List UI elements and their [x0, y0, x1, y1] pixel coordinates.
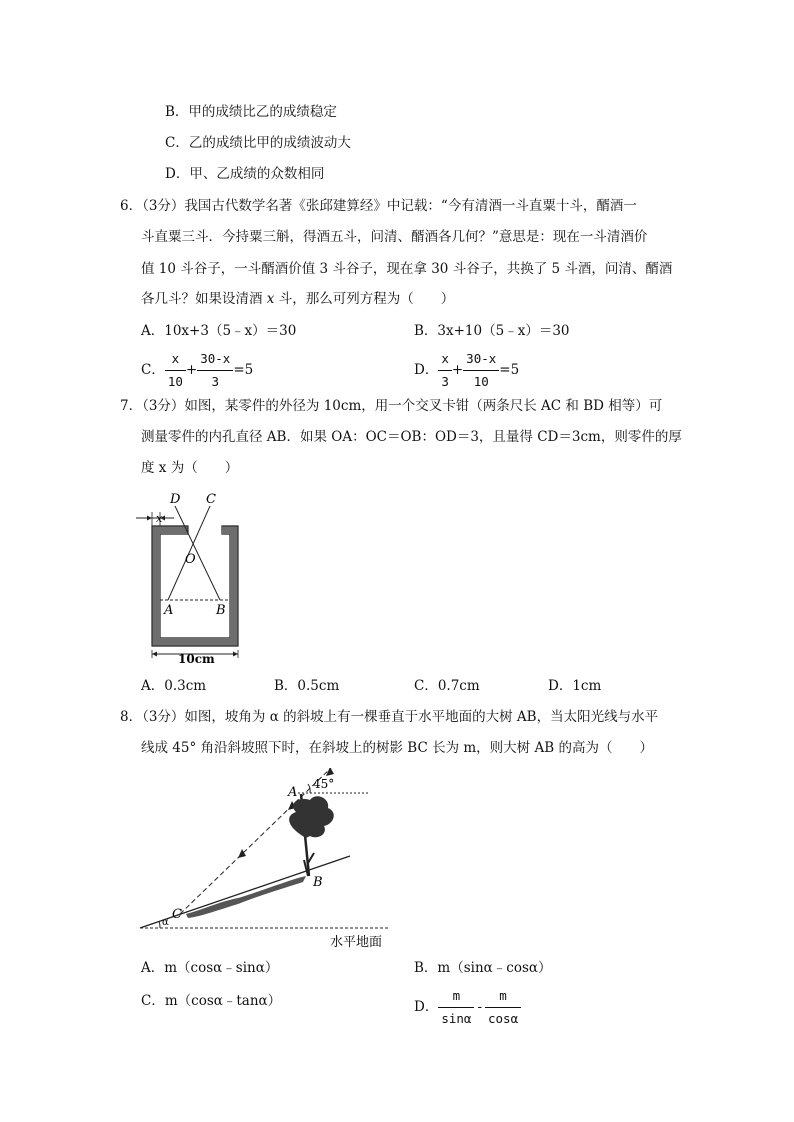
q6-text-line3: 值 10 斗谷子，一斗醑酒价值 3 斗谷子，现在拿 30 斗谷子，共换了 5 斗酒，问清、醑酒: [141, 261, 673, 277]
label-d: D: [170, 492, 181, 507]
plus-sign: +: [451, 362, 464, 378]
q6-option-c: [141, 349, 253, 392]
label-45: 45°: [313, 777, 335, 791]
label-x: x: [156, 512, 163, 525]
tree-canopy: [289, 796, 334, 838]
label-alpha: α: [162, 917, 169, 928]
q5-option-b: B．甲的成绩比乙的成绩稳定: [165, 104, 337, 120]
q7-option-c: C．0.7cm: [414, 678, 480, 694]
frac-denominator: 10: [473, 374, 489, 389]
label-b: B: [216, 603, 226, 618]
frac-denominator: sinα: [441, 1011, 472, 1026]
ray-arrowhead-1: [238, 849, 246, 858]
q6-option-d-frac1: [438, 349, 452, 392]
label-a: A: [164, 603, 174, 618]
q6-option-a: A．10x+3（5﹣x）＝30: [141, 323, 297, 339]
label-c: C: [172, 907, 182, 922]
equals-five: =5: [233, 362, 254, 378]
frac-denominator: cosα: [488, 1011, 519, 1026]
q7-caliper-figure: [130, 488, 260, 668]
q6-text-line1: 6．（3分）我国古代数学名著《张邱建算经》中记载：“今有清酒一斗直粟十斗，醑酒一: [120, 198, 637, 214]
q6-text-line2: 斗直粟三斗．今持粟三斛，得酒五斗，问清、醑酒各几何？”意思是：现在一斗清酒价: [141, 229, 648, 245]
q6-option-c-label: C．: [141, 362, 165, 378]
frac-numerator: m: [438, 986, 474, 1008]
q8-option-c: C．m（cosα﹣tanα）: [141, 993, 282, 1009]
q6-line4-b: 斗，那么可列方程为（ ）: [274, 291, 455, 307]
frac-numerator: m: [485, 986, 521, 1008]
q8-option-d: [414, 986, 521, 1029]
equals-five: =5: [499, 362, 520, 378]
width-arrowhead-right: [233, 652, 238, 657]
frac-numerator: 30-x: [197, 349, 233, 371]
q8-option-d-label: D．: [414, 999, 439, 1015]
q8-text-line1: 8．（3分）如图，坡角为 α 的斜坡上有一棵垂直于水平地面的大树 AB，当太阳光线与水平: [120, 709, 659, 725]
label-10cm: 10cm: [178, 652, 215, 666]
q6-option-d-frac2: [463, 349, 499, 392]
q8-option-d-frac2: [485, 986, 521, 1029]
frac-denominator: 3: [211, 374, 220, 389]
q7-text-line1: 7．（3分）如图，某零件的外径为 10cm，用一个交叉卡钳（两条尺长 AC 和 BD 相等）可: [120, 398, 663, 414]
q7-text-line2: 测量零件的内孔直径 AB．如果 OA：OC＝OB：OD＝3，且量得 CD＝3cm，则零件的厚: [141, 429, 682, 445]
width-arrowhead-left: [152, 652, 157, 657]
label-c: C: [206, 492, 216, 507]
q7-option-d: D．1cm: [548, 678, 602, 694]
minus-sign: -: [477, 999, 482, 1015]
q6-option-c-frac2: [197, 349, 233, 392]
q8-text-line2: 线成 45° 角沿斜坡照下时，在斜坡上的树影 BC 长为 m，则大树 AB 的高为（ ）: [141, 740, 653, 756]
top-left-lip: [153, 527, 188, 535]
label-ground: 水平地面: [330, 935, 383, 950]
q8-option-d-frac1: [438, 986, 474, 1029]
q7-option-a: A．0.3cm: [141, 678, 207, 694]
frac-numerator: x: [165, 349, 186, 371]
q6-option-d-label: D．: [414, 362, 439, 378]
q8-option-a: A．m（cosα﹣sinα）: [141, 960, 279, 976]
q5-option-d: D．甲、乙成绩的众数相同: [165, 166, 325, 182]
frac-denominator: 3: [441, 374, 449, 389]
left-wall: [153, 527, 161, 646]
frac-numerator: 30-x: [463, 349, 499, 371]
q6-line4-a: 各几斗？如果设清酒: [141, 291, 267, 307]
alpha-arc: [159, 921, 160, 928]
line-db: [175, 506, 220, 600]
q6-option-c-frac1: [165, 349, 186, 392]
label-a: A: [288, 785, 298, 800]
label-b: B: [313, 875, 323, 890]
x-arrowhead-left: [147, 516, 152, 521]
q8-slope-tree-figure: [138, 768, 408, 953]
label-o: O: [185, 552, 196, 567]
plus-sign: +: [185, 362, 198, 378]
part-outline: [152, 526, 238, 646]
q6-text-line4: [141, 289, 454, 309]
q8-option-b: B．m（sinα﹣cosα）: [414, 960, 552, 976]
top-right-lip: [222, 527, 238, 535]
frac-denominator: 10: [167, 374, 183, 389]
q6-option-d: [414, 349, 519, 392]
right-wall: [230, 527, 238, 646]
frac-numerator: x: [438, 349, 452, 371]
q7-text-line3: 度 x 为（ ）: [141, 460, 239, 476]
q7-option-b: B．0.5cm: [274, 678, 340, 694]
bottom-wall: [153, 638, 238, 646]
tree-shadow: [186, 876, 306, 918]
q6-line4-var: x: [266, 291, 275, 307]
q5-option-c: C．乙的成绩比甲的成绩波动大: [165, 135, 351, 151]
q6-option-b: B．3x+10（5﹣x）＝30: [414, 323, 570, 339]
